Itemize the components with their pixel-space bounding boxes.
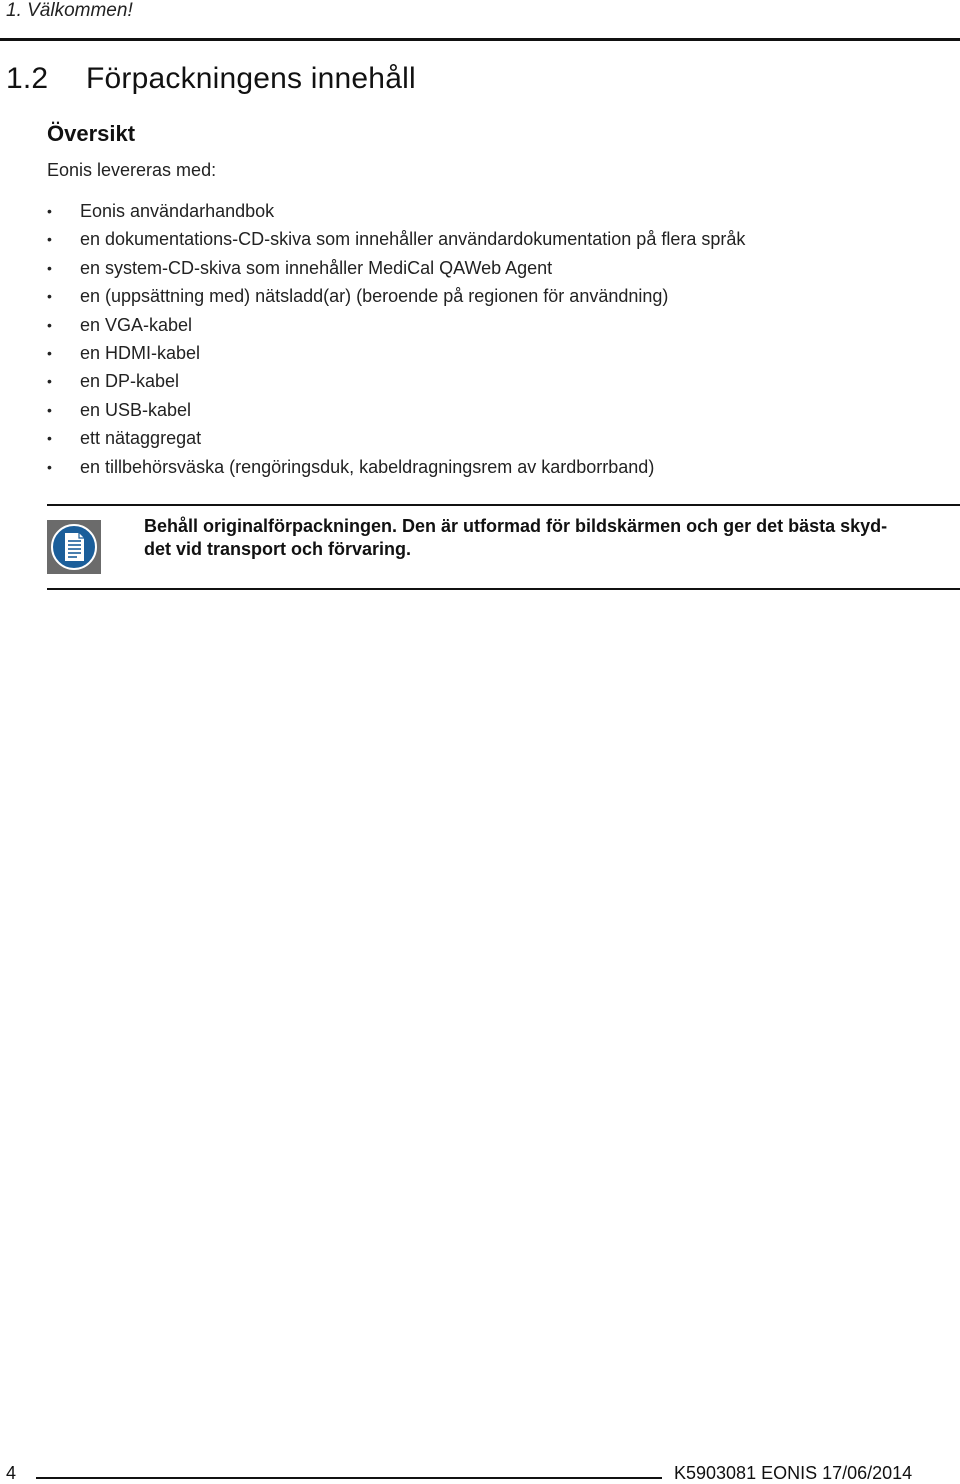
header-rule: [0, 38, 960, 41]
note-line-2: det vid transport och förvaring.: [144, 539, 412, 559]
list-item: [47, 341, 745, 369]
list-item: [47, 313, 745, 341]
bullet-icon: •: [47, 231, 52, 248]
subheading: Översikt: [47, 121, 136, 146]
list-item: [47, 398, 745, 426]
page-number: 4: [6, 1463, 17, 1483]
list-item-text: en system-CD-skiva som innehåller MediCal QAWeb Agent: [80, 257, 553, 278]
note-line-1: Behåll originalförpackningen. Den är utformad för bildskärmen och ger det bästa skyd-: [144, 516, 888, 536]
list-item: [47, 455, 745, 483]
document-reference: K5903081 EONIS 17/06/2014: [674, 1463, 913, 1483]
list-item: [47, 369, 745, 397]
list-item-text: en HDMI-kabel: [80, 342, 201, 363]
list-item-text: Eonis användarhandbok: [80, 201, 275, 221]
list-item-text: en tillbehörsväska (rengöringsduk, kabeldragningsrem av kardborrband): [80, 456, 655, 477]
bullet-icon: •: [47, 203, 52, 219]
section-title-text: Förpackningens innehåll: [86, 62, 416, 95]
bullet-icon: •: [47, 288, 52, 305]
contents-list: [47, 199, 745, 483]
bullet-icon: •: [47, 344, 52, 361]
bullet-icon: •: [47, 430, 52, 447]
list-item-text: ett nätaggregat: [80, 428, 202, 449]
list-item: [47, 227, 745, 255]
list-item-text: en USB-kabel: [80, 399, 192, 420]
list-item: [47, 426, 745, 454]
bullet-icon: •: [47, 373, 52, 390]
list-item: [47, 199, 745, 227]
bullet-icon: •: [47, 401, 52, 418]
section-number: 1.2: [6, 62, 49, 95]
list-item-text: en DP-kabel: [80, 371, 180, 392]
bullet-icon: •: [47, 316, 52, 333]
list-item: [47, 284, 745, 312]
section-title: [6, 62, 416, 96]
note-top-rule: [47, 504, 960, 506]
note-text: [144, 515, 956, 561]
running-header: 1. Välkommen!: [6, 0, 133, 21]
list-item: [47, 256, 745, 284]
note-icon: [47, 520, 101, 574]
intro-text: Eonis levereras med:: [47, 160, 217, 180]
note-bottom-rule: [47, 588, 960, 590]
bullet-icon: •: [47, 259, 52, 276]
list-item-text: en dokumentations-CD-skiva som innehåller användardokumentation på flera språk: [80, 229, 746, 250]
list-item-text: en VGA-kabel: [80, 314, 193, 335]
bullet-icon: •: [47, 458, 52, 475]
footer-rule: [36, 1477, 662, 1479]
list-item-text: en (uppsättning med) nätsladd(ar) (beroende på regionen för användning): [80, 286, 669, 307]
